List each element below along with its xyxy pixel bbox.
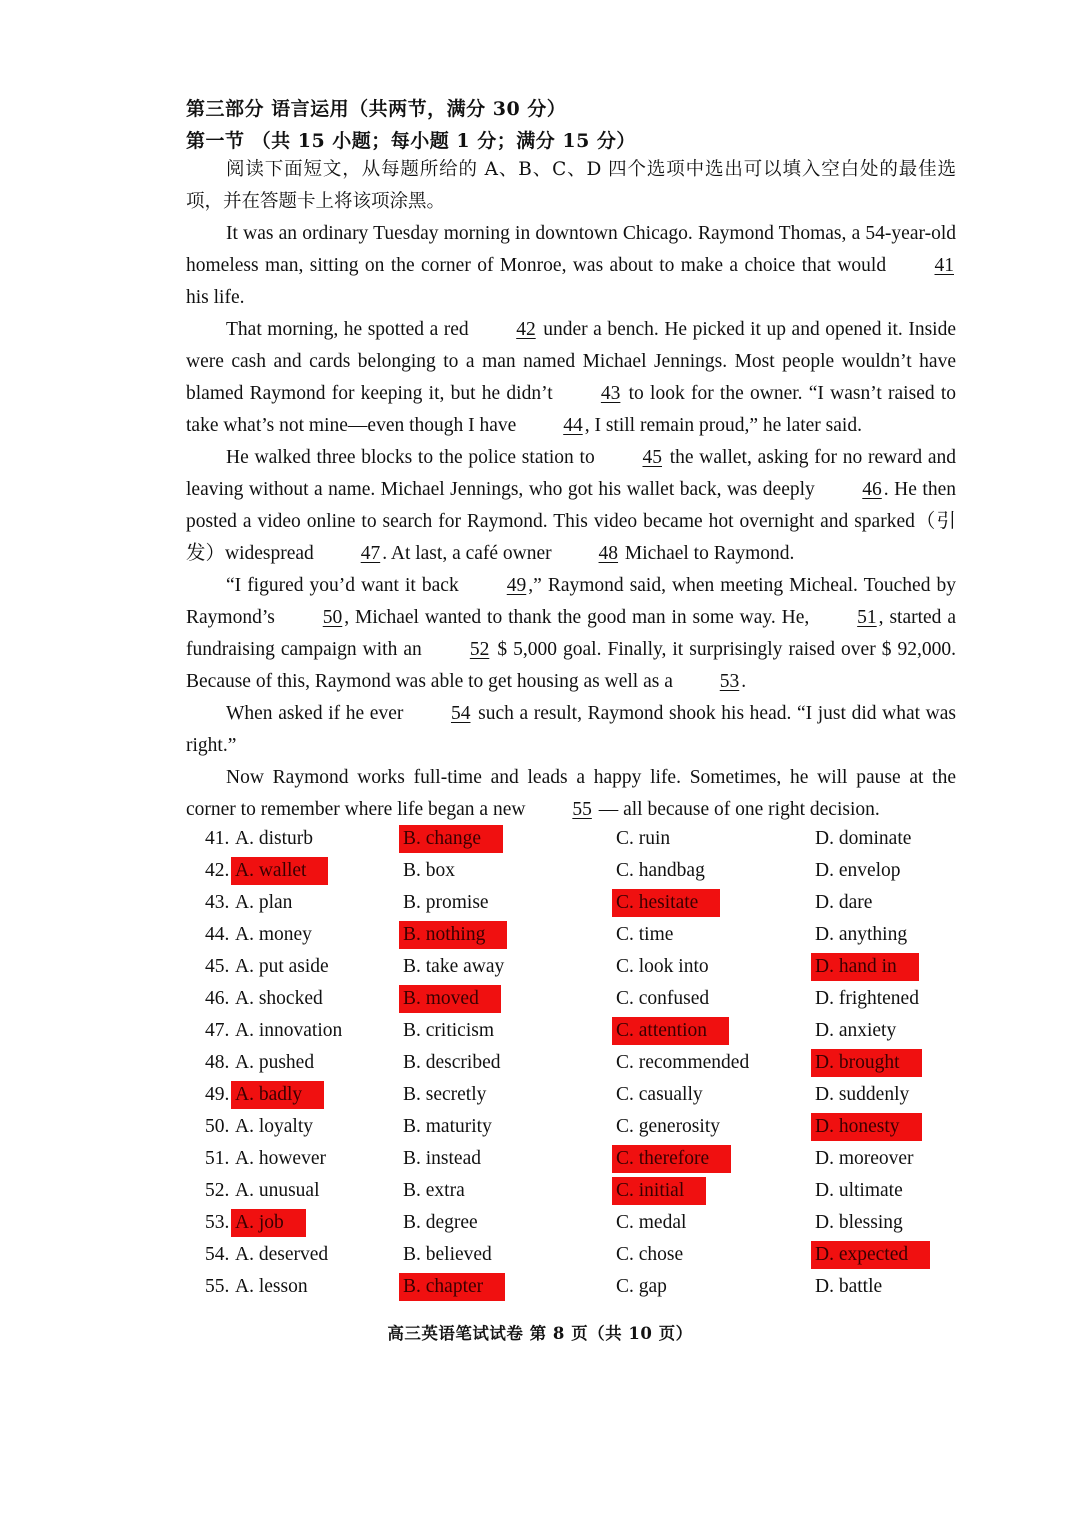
option-b: B. take away <box>403 956 505 977</box>
option-c: C. casually <box>616 1084 703 1105</box>
paragraph-3 <box>186 442 956 570</box>
blank-53: 53 <box>719 671 740 692</box>
option-a: A. money <box>235 924 312 945</box>
option-a: A. put aside <box>235 956 329 977</box>
text: his life. <box>186 287 245 308</box>
option-d: D. frightened <box>815 988 919 1009</box>
option-c: C. time <box>616 924 674 945</box>
option-c: C. recommended <box>616 1052 750 1073</box>
option-a: A. plan <box>235 892 293 913</box>
option-d: D. dominate <box>815 828 912 849</box>
option-d: D. anything <box>815 924 908 945</box>
option-c: C. ruin <box>616 828 671 849</box>
paragraph-2 <box>186 314 956 442</box>
option-c: C. gap <box>616 1276 667 1297</box>
option-a: A. shocked <box>235 988 323 1009</box>
option-c: C. confused <box>616 988 710 1009</box>
text: — all because of one right decision. <box>593 799 880 820</box>
text: . <box>741 671 747 692</box>
option-d: D. blessing <box>815 1212 903 1233</box>
option-c: C. handbag <box>616 860 705 881</box>
blank-43: 43 <box>600 383 621 404</box>
option-c: C. generosity <box>616 1116 720 1137</box>
highlighted-answer-option-c: C. therefore <box>612 1145 731 1173</box>
blank-41: 41 <box>934 255 954 276</box>
question-number: 48. <box>205 1052 230 1073</box>
blank-48: 48 <box>598 543 619 564</box>
question-number: 53. <box>205 1212 230 1233</box>
text: , started a fundraising campaign with an <box>186 607 956 660</box>
option-row <box>0 1047 1080 1079</box>
option-row <box>0 1111 1080 1143</box>
text: , I still remain proud,” he later said. <box>584 415 862 436</box>
blank-44: 44 <box>563 415 583 436</box>
option-a: A. however <box>235 1148 326 1169</box>
option-d: D. anxiety <box>815 1020 897 1041</box>
text: ,” Raymond said, when meeting Micheal. Touched by Raymond’s <box>186 575 956 628</box>
highlighted-answer-option-b: B. moved <box>399 985 501 1013</box>
blank-49: 49 <box>506 575 527 596</box>
highlighted-answer-option-b: B. nothing <box>399 921 507 949</box>
text: Michael to Raymond. <box>620 543 795 564</box>
text: . He then posted a video online to search for Raymond. This video became hot overnight and sparked（引发）widespread <box>186 479 956 564</box>
option-row <box>0 855 1080 887</box>
option-a: A. disturb <box>235 828 313 849</box>
option-c: C. look into <box>616 956 709 977</box>
option-row <box>0 919 1080 951</box>
option-b: B. described <box>403 1052 501 1073</box>
question-number: 49. <box>205 1084 230 1105</box>
option-b: B. maturity <box>403 1116 492 1137</box>
page-footer: 高三英语笔试试卷 第 8 页（共 10 页） <box>387 1324 693 1343</box>
text: $ 5,000 goal. Finally, it surprisingly raised over $ 92,000. Because of this, Raymond was able to get housing as well as a <box>186 639 956 692</box>
blank-51: 51 <box>857 607 877 628</box>
text: It was an ordinary Tuesday morning in downtown Chicago. Raymond Thomas, a 54-year-old homeless man, sitting on the corner of Monroe, was about to make a choice that would <box>186 223 956 276</box>
instructions: 阅读下面短文，从每题所给的 A、B、C、D 四个选项中选出可以填入空白处的最佳选项，并在答题卡上将该项涂黑。 <box>186 159 956 212</box>
highlighted-answer-option-b: B. change <box>399 825 503 853</box>
option-b: B. believed <box>403 1244 492 1265</box>
text: “I figured you’d want it back <box>226 575 465 596</box>
highlighted-answer-option-b: B. chapter <box>399 1273 505 1301</box>
question-number: 52. <box>205 1180 230 1201</box>
question-number: 41. <box>205 828 230 849</box>
option-d: D. envelop <box>815 860 901 881</box>
cloze-passage <box>186 154 956 826</box>
paragraph-6 <box>186 762 956 826</box>
option-b: B. secretly <box>403 1084 487 1105</box>
option-row <box>0 1015 1080 1047</box>
option-b: B. promise <box>403 892 489 913</box>
option-row <box>0 887 1080 919</box>
option-row <box>0 951 1080 983</box>
option-row <box>0 983 1080 1015</box>
option-d: D. dare <box>815 892 873 913</box>
paragraph-1 <box>186 218 956 314</box>
blank-52: 52 <box>469 639 490 660</box>
question-number: 50. <box>205 1116 230 1137</box>
option-d: D. suddenly <box>815 1084 910 1105</box>
option-b: B. degree <box>403 1212 478 1233</box>
blank-42: 42 <box>516 319 536 340</box>
option-a: A. pushed <box>235 1052 315 1073</box>
option-d: D. battle <box>815 1276 883 1297</box>
option-row <box>0 1271 1080 1303</box>
question-number: 43. <box>205 892 230 913</box>
highlighted-answer-option-d: D. expected <box>811 1241 930 1269</box>
text: . At last, a café owner <box>382 543 557 564</box>
question-number: 44. <box>205 924 230 945</box>
option-c: C. medal <box>616 1212 687 1233</box>
question-number: 54. <box>205 1244 230 1265</box>
blank-54: 54 <box>450 703 471 724</box>
highlighted-answer-option-a: A. job <box>231 1209 306 1237</box>
highlighted-answer-option-d: D. brought <box>811 1049 922 1077</box>
blank-45: 45 <box>642 447 662 468</box>
text: Now Raymond works full-time and leads a happy life. Sometimes, he will pause at the corner to remember where life began a new <box>186 767 956 820</box>
part-heading: 第三部分 语言运用（共两节，满分 30 分） <box>186 98 567 120</box>
text: When asked if he ever <box>226 703 409 724</box>
question-number: 47. <box>205 1020 230 1041</box>
blank-46: 46 <box>862 479 882 500</box>
text: He walked three blocks to the police station to <box>226 447 601 468</box>
paragraph-5 <box>186 698 956 762</box>
blank-50: 50 <box>322 607 343 628</box>
text: That morning, he spotted a red <box>226 319 475 340</box>
highlighted-answer-option-c: C. attention <box>612 1017 729 1045</box>
option-a: A. deserved <box>235 1244 329 1265</box>
option-c: C. chose <box>616 1244 684 1265</box>
highlighted-answer-option-d: D. honesty <box>811 1113 922 1141</box>
option-row <box>0 823 1080 855</box>
option-a: A. unusual <box>235 1180 320 1201</box>
text: the wallet, asking for no reward and leaving without a name. Michael Jennings, who got his wallet back, was deeply <box>186 447 957 500</box>
option-b: B. criticism <box>403 1020 494 1041</box>
question-number: 55. <box>205 1276 230 1297</box>
option-a: A. innovation <box>235 1020 343 1041</box>
option-a: A. loyalty <box>235 1116 313 1137</box>
blank-47: 47 <box>360 543 381 564</box>
highlighted-answer-option-c: C. hesitate <box>612 889 720 917</box>
option-row <box>0 1143 1080 1175</box>
option-row <box>0 1239 1080 1271</box>
text: to look for the owner. “I wasn’t raised to take what’s not mine—even though I have <box>186 383 957 436</box>
question-number: 45. <box>205 956 230 977</box>
highlighted-answer-option-c: C. initial <box>612 1177 706 1205</box>
highlighted-answer-option-a: A. badly <box>231 1081 324 1109</box>
question-number: 42. <box>205 860 230 881</box>
option-a: A. lesson <box>235 1276 308 1297</box>
option-row <box>0 1079 1080 1111</box>
text: , Michael wanted to thank the good man in some way. He, <box>344 607 816 628</box>
highlighted-answer-option-a: A. wallet <box>231 857 328 885</box>
section-heading: 第一节 （共 15 小题；每小题 1 分；满分 15 分） <box>186 130 636 152</box>
option-d: D. moreover <box>815 1148 914 1169</box>
option-b: B. box <box>403 860 456 881</box>
option-d: D. ultimate <box>815 1180 903 1201</box>
option-row <box>0 1175 1080 1207</box>
question-number: 51. <box>205 1148 230 1169</box>
option-row <box>0 1207 1080 1239</box>
text: such a result, Raymond shook his head. “I just did what was right.” <box>186 703 956 756</box>
question-number: 46. <box>205 988 230 1009</box>
option-b: B. instead <box>403 1148 481 1169</box>
highlighted-answer-option-d: D. hand in <box>811 953 919 981</box>
paragraph-4 <box>186 570 956 698</box>
text: under a bench. He picked it up and opened it. Inside were cash and cards belonging to a man named Michael Jennings. Most people wouldn’t have blamed Raymond for keeping it, but he didn’t <box>186 319 956 404</box>
blank-55: 55 <box>572 799 592 820</box>
option-b: B. extra <box>403 1180 465 1201</box>
